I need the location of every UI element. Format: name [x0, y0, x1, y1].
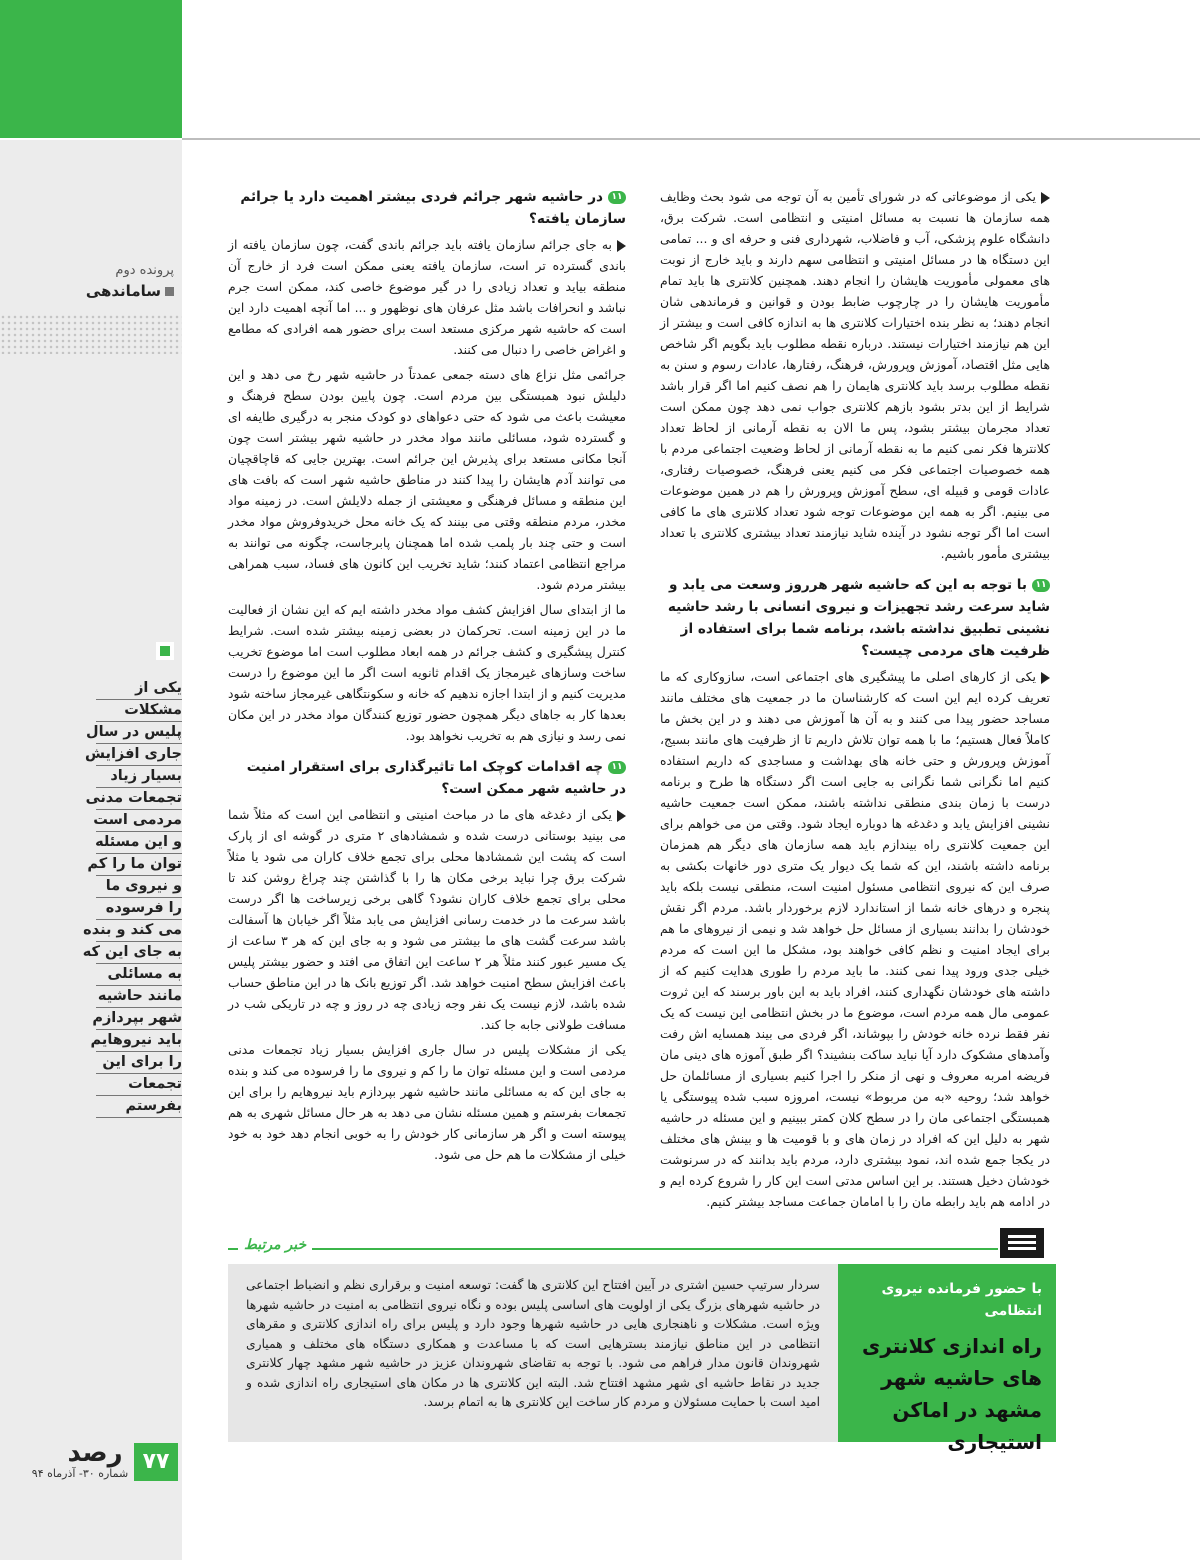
pullquote-line: تجمعات	[96, 1074, 182, 1096]
dot-pattern	[0, 314, 182, 354]
paragraph-text: یکی از دغدغه های ما در مباحث امنیتی و انتظامی این است که مثلاً شما می بینید بوستانی درست شده و شمشادهای ۲ متری در گوشه ای از پارک است که پشت این شمشادها محلی برای تجمع خلاف کاران می شود یا مثلاً شرکت برق چرا نباید برخی مکان ها را با گذاشتن چند چراغ روشن کند تا محلی برای تجمع خلاف کاران نشود؟ گاهی برخی زیرساخت ها اگر درست باشد سرعت ما در خدمت رسانی افزایش می یابد مثلاً اگر خیابان ها آسفالت باشد سرعت گشت های ما بیشتر می شود و به جای این که هر ۳ ساعت از یک مسیر عبور کنند مثلاً هر ۲ ساعت این اتفاق می افتد و حضور بیشتر پلیس باعث افزایش سطح امنیت خواهد شد. اگر توزیع بانک ها در این مناطق حساب شده باشد، لازم نیست یک نفر وجه زیادی چه در روز و چه در تاریکی شب در مسافت طولانی جابه جا کند.	[228, 807, 626, 1032]
question-bullet-icon: ۱۱	[1032, 579, 1050, 592]
paragraph-text: یکی از کارهای اصلی ما پیشگیری های اجتماعی است، سازوکاری که ما تعریف کرده ایم این است که کارشناسان ما در جمعیت های مختلف مانند مساجد حضور پیدا می کنند و به آن ها آموزش می دهند و در این بخش ما کاملاً فعال هستیم؛ ما با همه توان تلاش داریم تا از ظرفیت های مانند بسیج، آموزش وپرورش و حتی خانه های بهداشت و مساجدی که داریم استفاده کنیم اما نگرانی شما نگرانی به جایی است اگر دستگاه ها طرح و برنامه درست با زمان بندی منطقی نداشته باشند، ممکن است جمعیت حاشیه نشینی افزایش یابد و دغدغه ها دوباره ایجاد شود. وقتی من می خواهم برای این جمعیت کلانتری راه بیندازم باید همه سازمان های دیگر هم همزمان برنامه داشته باشند، این که شما یک دیوار یک متری دور خانهات بکشی به صرف این که نیروی انتظامی مسئول امنیت است، منطقی نیست بلکه باید پنجره و درهای خانه شما از استاندارد لازم برخوردار باشد. مردم اگر نقش خودشان را بدانند بسیاری از مسائل حل خواهد شد و نیمی از نیروهای ما هم برای ایجاد امنیت و نظم کافی خواهند بود، مشکل ما این است که مردم خیلی جدی ورود پیدا نمی کنند. ما باید مردم را طوری هدایت کنیم که از داشته های خودشان نگهداری کنند، افراد باید به این باور برسند که این ثروت عمومی مال همه مردم است، موضوع ما در بخش انتظامی این نیست که یک نفر فقط نرده خانه خودش را بپوشاند، اگر فردی می بیند همسایه اش رفت وآمدهای مشکوک دارد آیا نباید ساکت بنشیند؟ اگر طبق آموزه های دینی مان فریضه امربه معروف و نهی از منکر را اجرا کنیم بسیاری از مسائلمان حل خواهد شد؛ روحیه «به من مربوط» نیست، امروزه سبب شده پیوستگی یا همبستگی اجتماعی مان را در سطح کلان کمتر ببینیم و این مسئله در حاشیه شهر به دلیل این که افراد در زمان های و با قومیت ها و بینش های مختلف در یکجا جمع شده اند، نمود بیشتری دارد، مردم باید بدانند که در سرنوشت خودشان دخیل هستند. بر این اساس مدتی است این کار را شروع کرده ایم و در ادامه هم باید رابطه مان را با امامان جماعت مساجد بیشتر کنیم.	[660, 669, 1050, 1209]
answer-arrow-icon	[1041, 192, 1050, 204]
pullquote-line: پلیس در سال	[96, 722, 182, 744]
question-heading	[228, 756, 626, 800]
answer-paragraph	[660, 186, 1050, 564]
paragraph: ما از ابتدای سال افزایش کشف مواد مخدر داشته ایم که این نشان از فعالیت ما در این زمینه است. تحرکمان در بعضی زمینه بیشتر شده است. شرایط کنترل پیشگیری و کشف جرائم در همه ابعاد مطلوب است اما موضوع تخریب ساخت وسازهای غیرمجاز یک اقدام ثانویه است اگر ما این موضوع را درست مدیریت کنیم و از ابتدا اجازه ندهیم که خانه و سکونتگاهی غیرمجاز ساخته شود بعدها کار به جاهای دیگر همچون حضور توزیع کنندگان مواد مخدر در این مکان نمی رسد و نیازی هم به تخریب نخواهد بود.	[228, 602, 626, 743]
question-heading	[660, 574, 1050, 662]
question-bullet-icon: ۱۱	[608, 761, 626, 774]
related-news-title: راه اندازی کلانتری های حاشیه شهر مشهد در اماکن استیجاری	[862, 1334, 1042, 1454]
question-bullet-icon: ۱۱	[608, 191, 626, 204]
pullquote-line: تجمعات مدنی	[96, 788, 182, 810]
section-label: پرونده دوم	[115, 263, 174, 278]
answer-paragraph	[228, 234, 626, 360]
related-news-supertitle: با حضور فرمانده نیروی انتظامی	[881, 1281, 1042, 1319]
pullquote-line: به جای این که	[96, 942, 182, 964]
related-news-rule	[228, 1248, 998, 1250]
section-header	[14, 262, 174, 302]
pullquote-line: می کند و بنده	[96, 920, 182, 942]
section-title-row	[14, 280, 174, 302]
answer-arrow-icon	[617, 810, 626, 822]
top-green-band	[0, 0, 182, 138]
article-column-left	[228, 186, 626, 1169]
page-number: ۷۷	[134, 1443, 178, 1481]
pullquote	[82, 678, 182, 1118]
pullquote-line: و نیروی ما	[96, 876, 182, 898]
pullquote-line: مانند حاشیه	[96, 986, 182, 1008]
pullquote-line: و این مسئله	[96, 832, 182, 854]
newspaper-icon	[1000, 1228, 1044, 1258]
question-heading	[228, 186, 626, 230]
square-bullet-icon	[165, 287, 174, 296]
magazine-logo: رصد	[67, 1438, 123, 1468]
pullquote-line: به مسائلی	[96, 964, 182, 986]
pullquote-line: باید نیروهایم	[96, 1030, 182, 1052]
answer-paragraph	[660, 666, 1050, 1212]
pullquote-line: بفرستم	[96, 1096, 182, 1118]
paragraph: جرائمی مثل نزاع های دسته جمعی عمدتاً در حاشیه شهر رخ می دهد و این دلیلش نبود همبستگی بین مردم است. چون پایین بودن سطح فرهنگ و معیشت باعث می شود که حتی دعواهای دو کودک منجر به درگیری طایفه ای و گسترده شود، مسائلی مانند مواد مخدر در حاشیه شهر بیشتر است چون آنجا مکانی مستعد برای پذیرش این جرائم است. بهترین جایی که قاچاقچیان می توانند آدم هایشان را پیدا کنند در مناطق حاشیه شهر است که بافت های این منطقه و مسائل فرهنگی و معیشتی از جمله دلایلش است. در زمینه مواد مخدر، مردم منطقه وقتی می بینند که یک خانه محل خریدوفروش مواد مخدر است و حتی چند بار پلمب شده اما همچنان پابرجاست، چگونه می توانند به مراجع انتظامی اعتماد کنند؛ شاید تخریب این کانون های فساد، سبب همراهی بیشتر مردم شود.	[228, 367, 626, 592]
top-divider	[182, 138, 1200, 140]
pullquote-line: بسیار زیاد	[96, 766, 182, 788]
paragraph-text: یکی از موضوعاتی که در شورای تأمین به آن توجه می شود بحث وظایف همه سازمان ها نسبت به مسائل امنیتی و انتظامی است. شرکت برق، دانشگاه علوم پزشکی، آب و فاضلاب، شهرداری فنی و حرفه ای و ... تمامی این دستگاه ها در مسائل امنیتی و انتظامی سهم دارند و باید خارج از نوبت های معمولی مأموریت هایشان را انجام دهند. همچنین کلانتری ها باید تمام مأموریت هایشان را در چارچوب ضابط بودن و قوانین و فرماندهی شان انجام دهند؛ به نظر بنده اختیارات کلانتری ها به اندازه کافی است و بیشتر از این هم نیازمند اختیارات نیستند. درباره نقطه مطلوب باید بگویم اگر شاخص هایی مثل اقتصاد، آموزش وپرورش، فرهنگ، رفتارها، عادات رسوم و سنن به نقطه مطلوب برسد باید کلانتری هایمان را هم نصف کنیم اما اگر قرار باشد شرایط از این بدتر بشود بازهم کلانتری جواب نمی دهد چون ممکن است تعداد مجرمان بیشتر بشود، پس ما الان به نقطه آرمانی از لحاظ تعداد کلانترها فکر نمی کنیم ما به نقطه آرمانی از لحاظ وضعیت اجتماعی مردم با همه خصوصیات اجتماعی فکر می کنیم یعنی فرهنگ، خصوصیات رفتاری، عادات قومی و قبیله ای، سطح آموزش وپرورش را هم در همین موضوعات می بینیم. اگر به همه این موضوعات توجه شود تعداد کلانتری های ما کافی است اما اگر توجه نشود در آینده شاید نیازمند تعداد بیشتری کلانتری با تعداد بیشتری مأمور باشیم.	[660, 189, 1050, 561]
paragraph-text: به جای جرائم سازمان یافته باید جرائم باندی گفت، چون سازمان یافته از باندی گسترده تر است، سازمان یافته یعنی ممکن است فرد از خارج آن منطقه بیاید و تعداد زیادی را در گیر موضوع خاصی کند، ممکن است جرم نباشد و انحرافات باشد مثل عرفان های نوظهور و ... اما آنچه اهمیت دارد این است که حاشیه شهر مرکزی مستعد است برای حضور همه افرادی که مطامع و اغراض خاصی را دنبال می کنند.	[228, 237, 626, 357]
pullquote-line: مشکلات	[96, 700, 182, 722]
pullquote-line: را فرسوده	[96, 898, 182, 920]
question-text: چه اقدامات کوچک اما تاثیرگذاری برای استقرار امنیت در حاشیه شهر ممکن است؟	[246, 759, 626, 797]
pullquote-line: مردمی است	[96, 810, 182, 832]
pullquote-line: توان ما را کم	[96, 854, 182, 876]
section-title: ساماندهی	[85, 282, 161, 300]
related-news-label: خبر مرتبط	[238, 1234, 312, 1256]
answer-arrow-icon	[1041, 672, 1050, 684]
pullquote-line: شهر بپردازم	[96, 1008, 182, 1030]
pullquote-marker-icon	[156, 642, 174, 660]
paragraph: یکی از مشکلات پلیس در سال جاری افزایش بسیار زیاد تجمعات مدنی مردمی است و این مسئله توان ما را کم و نیروی ما را فرسوده می کند و بنده به جای این که به مسائلی مانند حاشیه شهر بپردازم باید نیروهایم را برای این تجمعات بفرستم و همین مسئله نشان می دهد به هر حال مسائل شهری به هم پیوسته است و اگر هر سازمانی کار خودش را به خوبی انجام دهد خود به خود خیلی از مشکلات ما هم حل می شود.	[228, 1042, 626, 1162]
related-news-body: سردار سرتیپ حسین اشتری در آیین افتتاح این کلانتری ها گفت: توسعه امنیت و برقراری نظم و انضباط اجتماعی در حاشیه شهرهای بزرگ یکی از اولویت های اساسی پلیس بوده و نگاه نیروی انتظامی به امنیت در حاشیه شهرها ویژه است. مشکلات و ناهنجاری هایی در حاشیه شهرها وجود دارد و پلیس برای راه اندازی کلانتری و مقرهای انتظامی در این مناطق نیازمند بسترهایی است که با مساعدت و همکاری دستگاه های مختلف و همیاری شهروندان قانون مدار فراهم می شود. با توجه به تقاضای شهروندان عزیز در حاشیه شهر مشهد چهار کلانتری جدید در نقاط حاشیه ای شهر مشهد افتتاح شد. البته این کلانتری ها در مکان های استیجاری راه اندازی شده و امید است با حمایت مسئولان و مردم کار ساخت این کلانتری ها به اتمام برسد.	[246, 1278, 820, 1409]
pullquote-line: یکی از	[96, 678, 182, 700]
pullquote-line: جاری افزایش	[96, 744, 182, 766]
related-news-card	[838, 1264, 1056, 1454]
answer-paragraph	[228, 804, 626, 1035]
question-text: در حاشیه شهر جرائم فردی بیشتر اهمیت دارد یا جرائم سازمان یافته؟	[240, 189, 626, 227]
article-column-right	[660, 186, 1050, 1216]
question-text: با توجه به این که حاشیه شهر هرروز وسعت می یابد و شاید سرعت رشد تجهیزات و نیروی انسانی با رشد حاشیه نشینی تطبیق نداشته باشد، برنامه شما برای استفاده از ظرفیت های مردمی چیست؟	[667, 577, 1050, 659]
answer-arrow-icon	[617, 240, 626, 252]
pullquote-line: را برای این	[96, 1052, 182, 1074]
issue-info: شماره ۳۰- آذرماه ۹۴	[31, 1467, 129, 1480]
